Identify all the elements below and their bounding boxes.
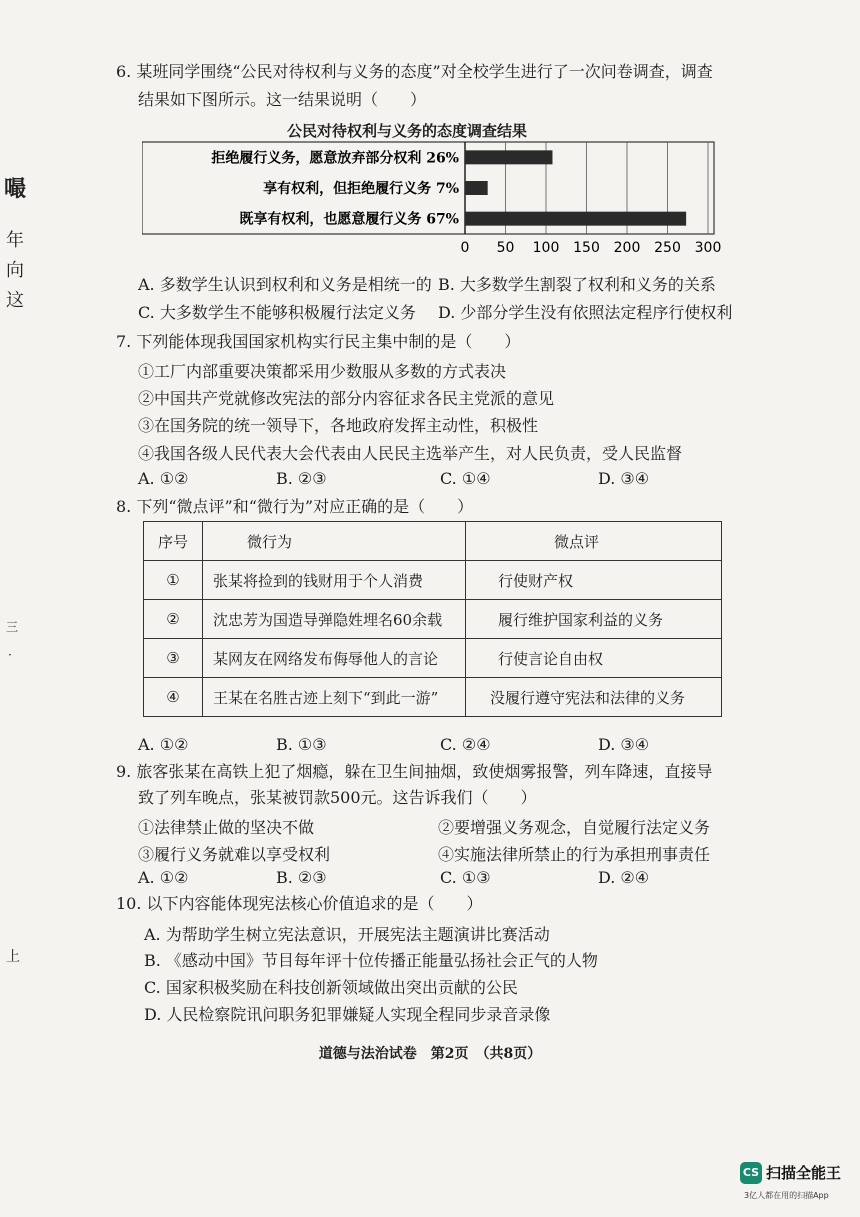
chart-plot bbox=[142, 120, 722, 260]
chart-tick-label: 50 bbox=[496, 240, 515, 256]
chart-bar bbox=[465, 181, 488, 195]
q9-item-4: ④实施法律所禁止的行为承担刑事责任 bbox=[438, 845, 711, 864]
table-cell: 行使言论自由权 bbox=[466, 639, 722, 678]
margin-mark: · bbox=[8, 648, 12, 662]
q6-option-b[interactable]: B. 大多数学生割裂了权利和义务的关系 bbox=[438, 275, 716, 294]
scanner-app-name: 扫描全能王 bbox=[766, 1164, 842, 1182]
q6-option-d[interactable]: D. 少部分学生没有依照法定程序行使权利 bbox=[438, 303, 733, 322]
table-cell: 行使财产权 bbox=[466, 561, 722, 600]
chart-category-label: 既享有权利，也愿意履行义务 67% bbox=[239, 211, 459, 228]
q7-option-c[interactable]: C. ①④ bbox=[440, 469, 491, 488]
q9-option-b[interactable]: B. ②③ bbox=[276, 868, 327, 887]
table-header-row bbox=[144, 522, 722, 561]
table-cell: 没履行遵守宪法和法律的义务 bbox=[466, 678, 722, 717]
table-cell: ① bbox=[144, 561, 203, 600]
q10-option-d[interactable]: D. 人民检察院讯问职务犯罪嫌疑人实现全程同步录音录像 bbox=[144, 1005, 551, 1024]
table-cell: 张某将捡到的钱财用于个人消费 bbox=[203, 561, 466, 600]
chart-title: 公民对待权利与义务的态度调查结果 bbox=[287, 122, 528, 140]
q9-item-2: ②要增强义务观念，自觉履行法定义务 bbox=[438, 818, 711, 837]
chart-tick-label: 100 bbox=[532, 240, 560, 256]
table-cell: ② bbox=[144, 600, 203, 639]
margin-mark: 年 bbox=[6, 230, 24, 251]
table-header: 微行为 bbox=[203, 522, 466, 561]
table-row bbox=[144, 561, 722, 600]
scanner-tagline: 3亿人都在用的扫描App bbox=[744, 1191, 829, 1200]
chart-category-labels bbox=[210, 149, 459, 227]
margin-mark: 上 bbox=[6, 949, 20, 965]
table-row bbox=[144, 639, 722, 678]
margin-mark: 三 bbox=[6, 620, 19, 634]
table-row bbox=[144, 600, 722, 639]
table-header: 序号 bbox=[144, 522, 203, 561]
chart-category-label: 享有权利，但拒绝履行义务 7% bbox=[263, 181, 459, 197]
chart-tick-label: 0 bbox=[460, 240, 470, 256]
q7-option-b[interactable]: B. ②③ bbox=[276, 469, 327, 488]
q9-item-1: ①法律禁止做的坚决不做 bbox=[138, 818, 315, 837]
margin-mark: 嘬 bbox=[4, 176, 27, 202]
q9-option-c[interactable]: C. ①③ bbox=[440, 868, 491, 887]
q6-stem-line1: 6. 某班同学围绕“公民对待权利与义务的态度”对全校学生进行了一次问卷调查，调查 bbox=[116, 62, 713, 81]
table-cell: 某网友在网络发布侮辱他人的言论 bbox=[203, 639, 466, 678]
q8-option-c[interactable]: C. ②④ bbox=[440, 735, 491, 754]
q7-option-a[interactable]: A. ①② bbox=[138, 469, 189, 488]
chart-bars bbox=[465, 150, 686, 225]
q9-option-a[interactable]: A. ①② bbox=[138, 868, 189, 887]
q7-option-d[interactable]: D. ③④ bbox=[598, 469, 650, 488]
table-cell: 履行维护国家利益的义务 bbox=[466, 600, 722, 639]
q8-option-d[interactable]: D. ③④ bbox=[598, 735, 650, 754]
q6-option-c[interactable]: C. 大多数学生不能够积极履行法定义务 bbox=[138, 303, 416, 322]
q7-item-1: ①工厂内部重要决策都采用少数服从多数的方式表决 bbox=[138, 362, 507, 381]
q8-option-b[interactable]: B. ①③ bbox=[276, 735, 327, 754]
q9-option-d[interactable]: D. ②④ bbox=[598, 868, 650, 887]
margin-mark: 向 bbox=[6, 260, 24, 281]
q8-option-a[interactable]: A. ①② bbox=[138, 735, 189, 754]
q7-item-3: ③在国务院的统一领导下，各地政府发挥主动性，积极性 bbox=[138, 416, 539, 435]
margin-mark: 这 bbox=[6, 290, 24, 311]
table-header: 微点评 bbox=[466, 522, 722, 561]
chart-tick-label: 250 bbox=[654, 240, 681, 256]
q10-option-a[interactable]: A. 为帮助学生树立宪法意识，开展宪法主题演讲比赛活动 bbox=[144, 925, 550, 944]
q10-option-b[interactable]: B. 《感动中国》节目每年评十位传播正能量弘扬社会正气的人物 bbox=[144, 951, 598, 970]
q7-stem: 7. 下列能体现我国国家机构实行民主集中制的是（ ） bbox=[116, 332, 521, 351]
chart-tick-label: 150 bbox=[573, 240, 600, 256]
q9-stem-line1: 9. 旅客张某在高铁上犯了烟瘾，躲在卫生间抽烟，致使烟雾报警，列车降速，直接导 bbox=[116, 762, 713, 781]
survey-chart bbox=[142, 120, 722, 260]
q9-item-3: ③履行义务就难以享受权利 bbox=[138, 845, 331, 864]
chart-tick-labels bbox=[461, 240, 722, 256]
q8-stem: 8. 下列“微点评”和“微行为”对应正确的是（ ） bbox=[116, 497, 474, 516]
table-cell: 沈忠芳为国造导弹隐姓埋名60余载 bbox=[203, 600, 466, 639]
q7-item-2: ②中国共产党就修改宪法的部分内容征求各民主党派的意见 bbox=[138, 389, 555, 408]
q10-stem: 10. 以下内容能体现宪法核心价值追求的是（ ） bbox=[116, 894, 483, 913]
q6-option-a[interactable]: A. 多数学生认识到权利和义务是相统一的 bbox=[138, 275, 432, 294]
q6-stem-line2: 结果如下图所示。这一结果说明（ ） bbox=[138, 90, 427, 109]
chart-category-label: 拒绝履行义务，愿意放弃部分权利 26% bbox=[211, 150, 459, 167]
q9-stem-line2: 致了列车晚点，张某被罚款500元。这告诉我们（ ） bbox=[138, 788, 537, 807]
table-cell: ③ bbox=[144, 639, 203, 678]
page-footer: 道德与法治试卷 第2页 （共8页） bbox=[318, 1046, 542, 1062]
chart-bar bbox=[465, 212, 686, 226]
q7-item-4: ④我国各级人民代表大会代表由人民民主选举产生，对人民负责，受人民监督 bbox=[138, 444, 683, 463]
q10-option-c[interactable]: C. 国家积极奖励在科技创新领域做出突出贡献的公民 bbox=[144, 978, 518, 997]
table-cell: 王某在名胜古迹上刻下“到此一游” bbox=[203, 678, 466, 717]
table-row bbox=[144, 678, 722, 717]
chart-tick-label: 300 bbox=[694, 240, 722, 256]
chart-tick-label: 200 bbox=[613, 240, 641, 256]
table-cell: ④ bbox=[144, 678, 203, 717]
camscanner-logo-icon: CS bbox=[740, 1162, 762, 1184]
q8-table bbox=[143, 521, 722, 717]
chart-bar bbox=[465, 150, 552, 164]
